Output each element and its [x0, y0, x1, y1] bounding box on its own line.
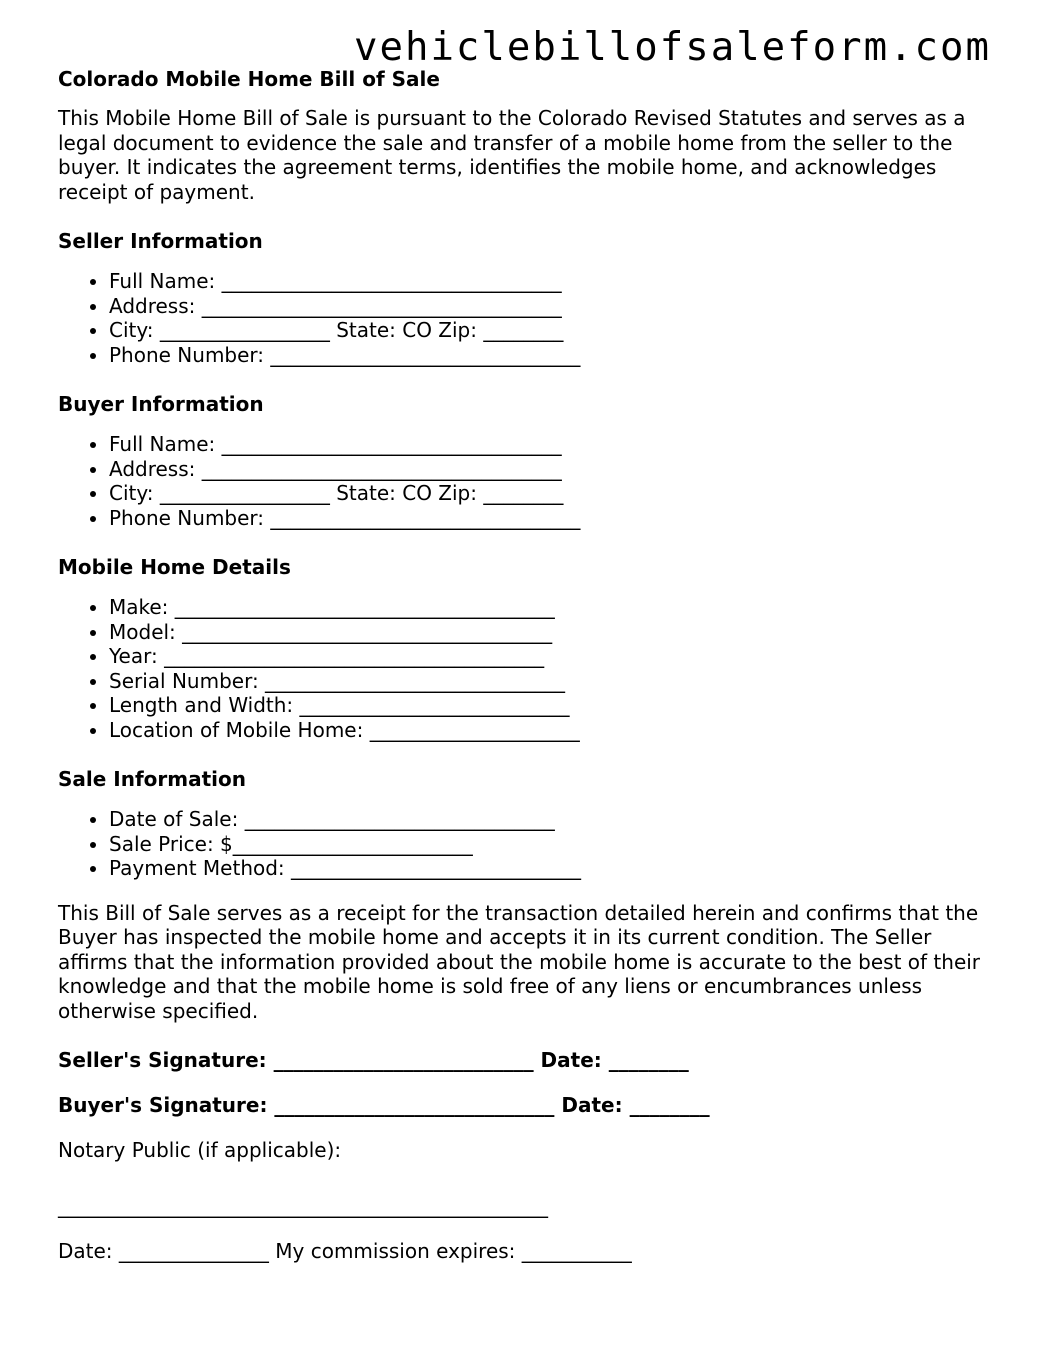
home-model-field[interactable]: • Model: _____________________________________: [109, 620, 998, 645]
notary-date-commission-line[interactable]: Date: _______________ My commission expires: ___________: [58, 1239, 632, 1263]
home-make-field[interactable]: • Make: ______________________________________: [109, 595, 998, 620]
sale-section-heading: Sale Information: [58, 767, 246, 791]
buyer-fields-list: [58, 432, 998, 530]
payment-method-field[interactable]: • Payment Method: _____________________________: [109, 856, 998, 881]
home-dimensions-field[interactable]: • Length and Width: ___________________________: [109, 693, 998, 718]
intro-paragraph: This Mobile Home Bill of Sale is pursuant to the Colorado Revised Statutes and serves as a legal document to evidence the sale and transfer of a mobile home from the seller to the buyer. It indicates the agreement terms, identifies the mobile home, and acknowledges receipt of payment.: [58, 106, 966, 204]
buyer-city-state-zip-field[interactable]: • City: _________________ State: CO Zip: ________: [109, 481, 998, 506]
home-year-field[interactable]: • Year: ______________________________________: [109, 644, 998, 669]
seller-phone-field[interactable]: • Phone Number: _______________________________: [109, 343, 998, 368]
buyer-full-name-field[interactable]: • Full Name: __________________________________: [109, 432, 998, 457]
buyer-phone-field[interactable]: • Phone Number: _______________________________: [109, 506, 998, 531]
buyer-section-heading: Buyer Information: [58, 392, 264, 416]
seller-section-heading: Seller Information: [58, 229, 263, 253]
home-fields-list: [58, 595, 998, 742]
seller-fields-list: [58, 269, 998, 367]
home-section-heading: Mobile Home Details: [58, 555, 291, 579]
site-watermark: vehiclebillofsaleform.com: [354, 25, 991, 70]
seller-full-name-field[interactable]: • Full Name: __________________________________: [109, 269, 998, 294]
bill-of-sale-document: [58, 62, 998, 1268]
seller-city-state-zip-field[interactable]: • City: _________________ State: CO Zip: ________: [109, 318, 998, 343]
seller-address-field[interactable]: • Address: ____________________________________: [109, 294, 998, 319]
sale-date-field[interactable]: • Date of Sale: _______________________________: [109, 807, 998, 832]
buyer-signature-line[interactable]: Buyer's Signature: ____________________________ Date: ________: [58, 1093, 710, 1117]
buyer-address-field[interactable]: • Address: ____________________________________: [109, 457, 998, 482]
seller-signature-line[interactable]: Seller's Signature: __________________________ Date: ________: [58, 1048, 689, 1072]
notary-signature-line[interactable]: _________________________________________________: [58, 1194, 548, 1218]
home-location-field[interactable]: • Location of Mobile Home: _____________________: [109, 718, 998, 743]
document-title: Colorado Mobile Home Bill of Sale: [58, 67, 440, 91]
sale-fields-list: [58, 807, 998, 881]
sale-price-field[interactable]: • Sale Price: $________________________: [109, 832, 998, 857]
home-serial-field[interactable]: • Serial Number: ______________________________: [109, 669, 998, 694]
notary-label: Notary Public (if applicable):: [58, 1138, 342, 1162]
closing-paragraph: This Bill of Sale serves as a receipt for the transaction detailed herein and confirms that the Buyer has inspected the mobile home and accepts it in its current condition. The Seller affirms that the information provided about the mobile home is accurate to the best of their knowledge and that the mobile home is sold free of any liens or encumbrances unless otherwise specified.: [58, 900, 981, 1023]
